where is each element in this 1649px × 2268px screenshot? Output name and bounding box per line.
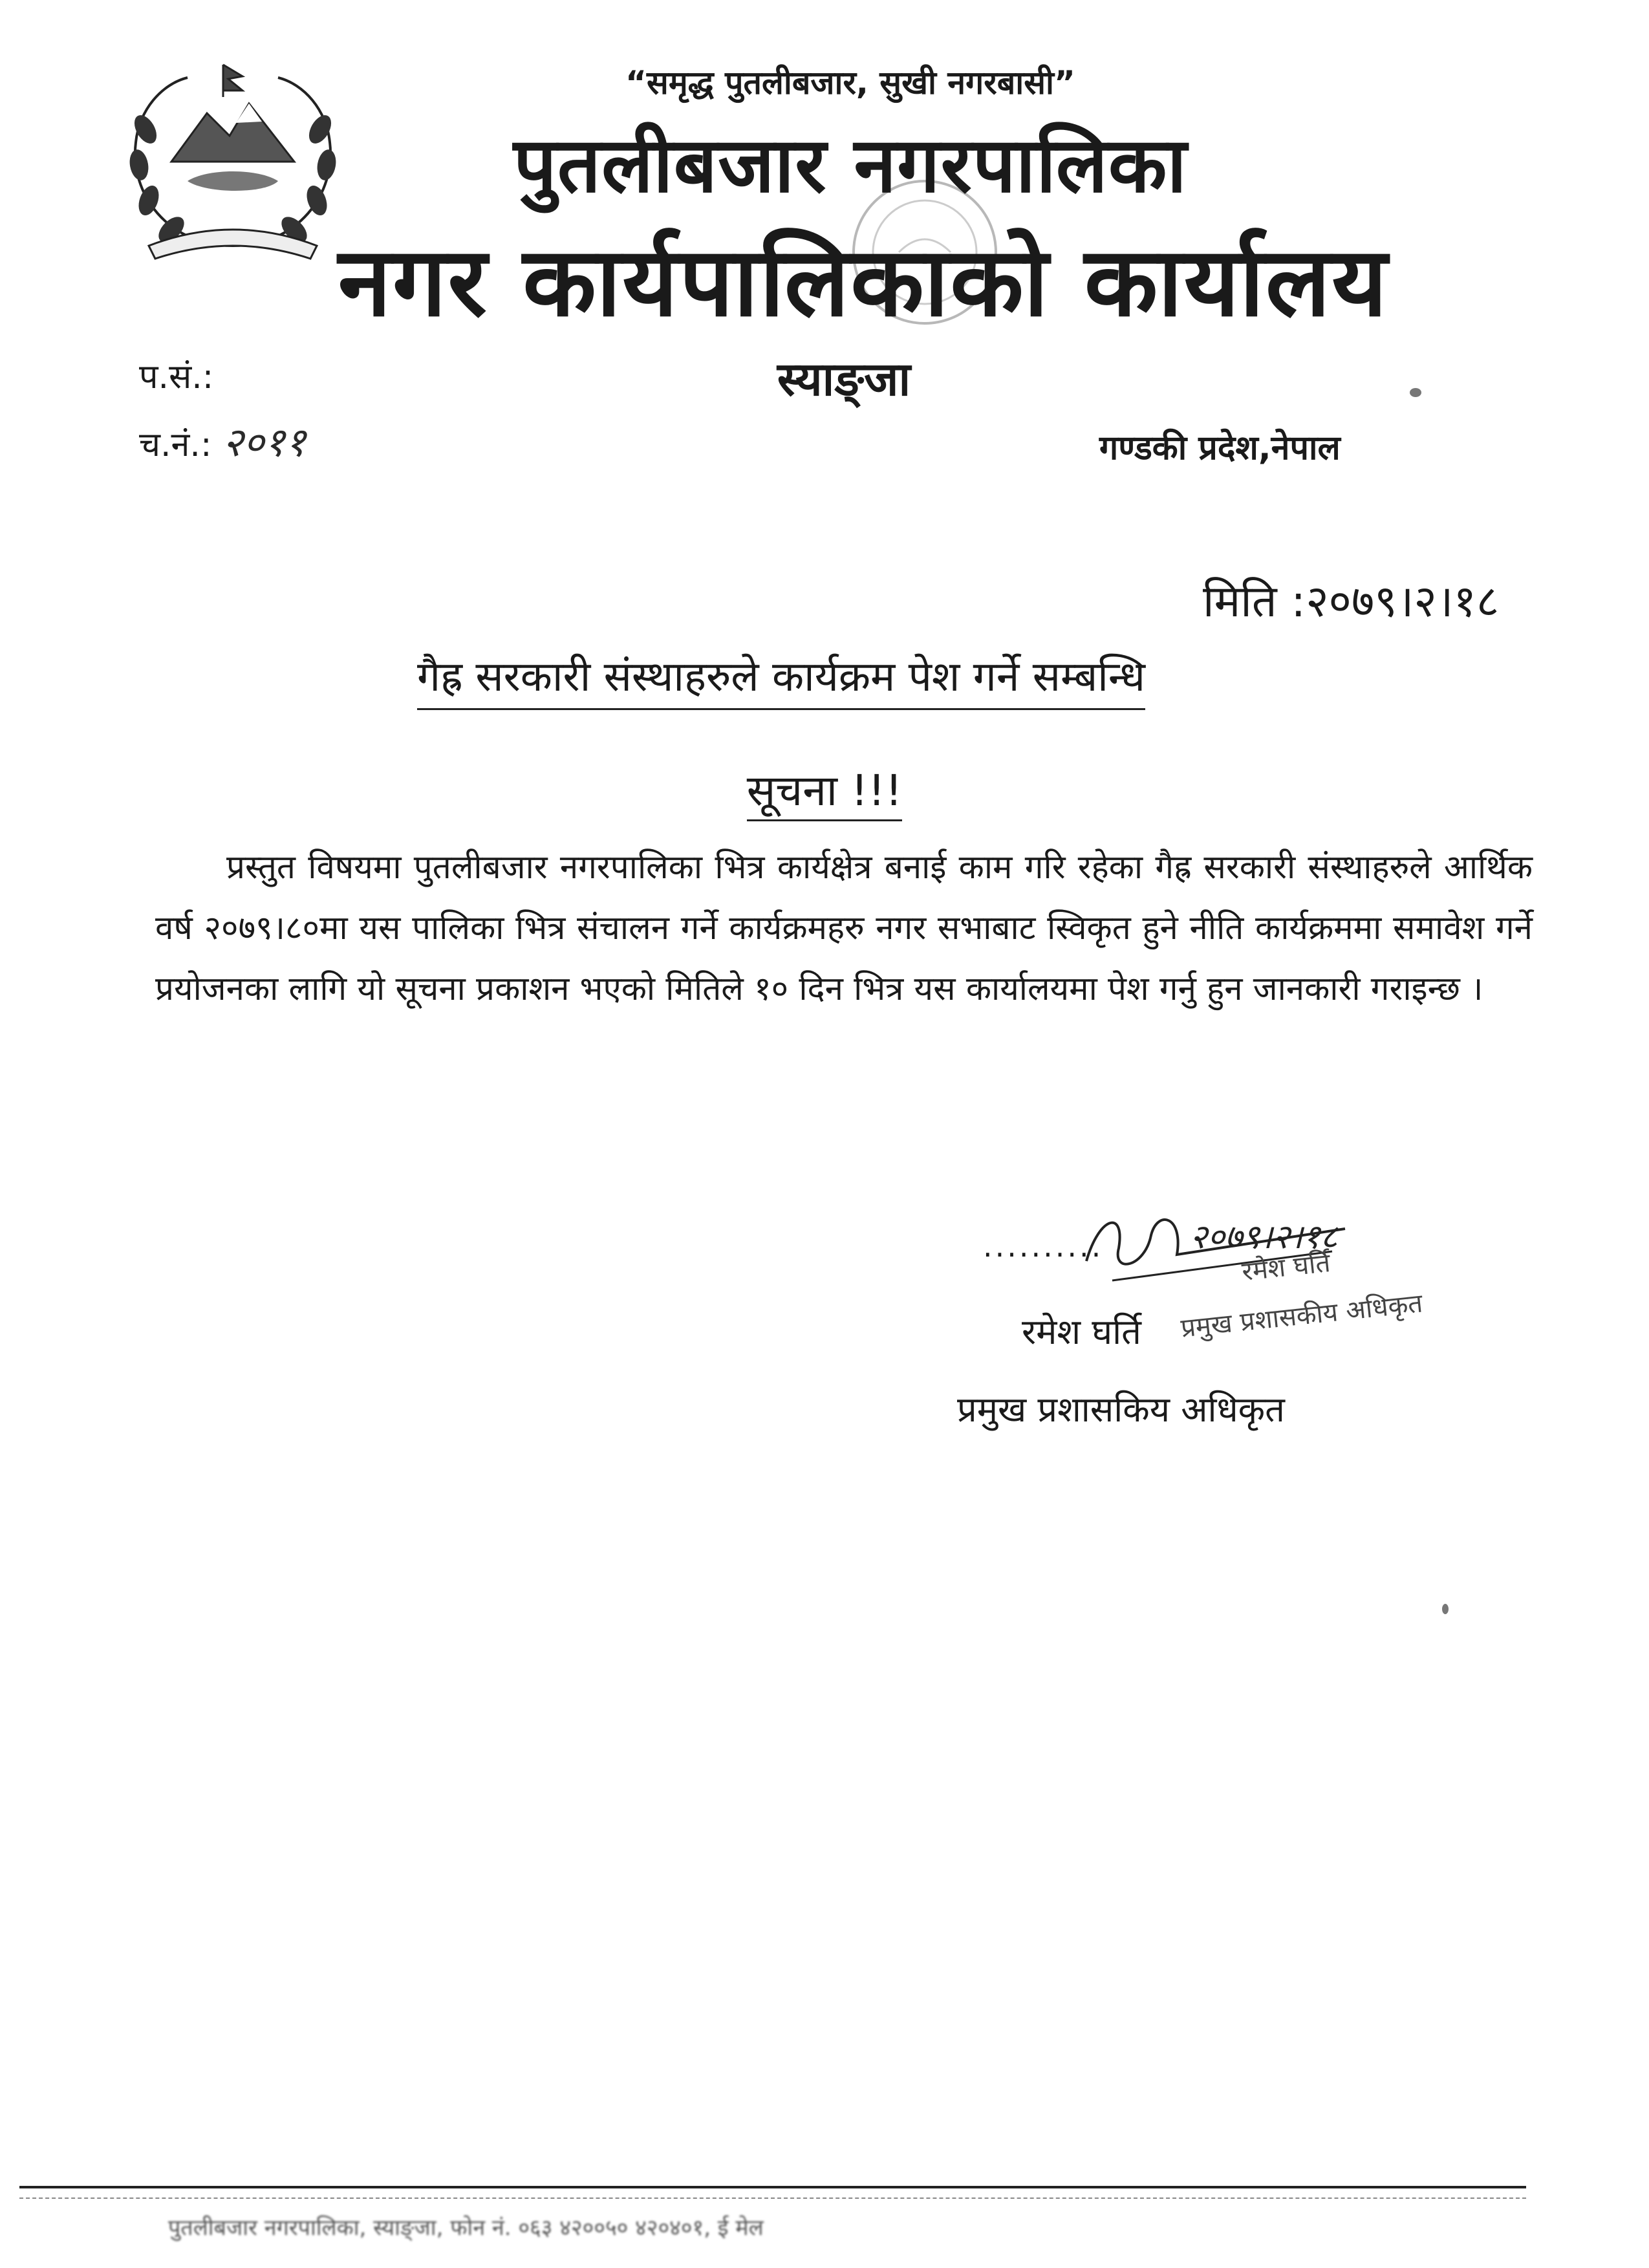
notice-heading-text: सूचना !!! — [747, 766, 903, 821]
stamp-name: रमेश घर्ति — [1240, 1247, 1332, 1288]
province-name: गण्डकी प्रदेश,नेपाल — [1099, 429, 1341, 468]
district-name: स्याङ्जा — [777, 352, 911, 406]
footer-rule — [19, 2186, 1526, 2188]
notice-heading — [0, 760, 1649, 818]
date-value: २०७९।२।१८ — [1306, 576, 1500, 627]
office-name: नगर कार्यपालिकाको कार्यालय — [338, 226, 1389, 338]
scan-speck — [1442, 1604, 1449, 1614]
notice-body: प्रस्तुत विषयमा पुतलीबजार नगरपालिका भित्र कार्यक्षेत्र बनाई काम गरि रहेका गैह्र सरकारी संस्थाहरुले आर्थिक वर्ष २०७९।८०मा यस पालिका भित्र संचालन गर्ने कार्यक्रमहरु नगर सभाबाट स्विकृत हुने नीति कार्यक्रममा समावेश गर्ने प्रयोजनका लागि यो सूचना प्रकाशन भएको मितिले १० दिन भित्र यस कार्यालयमा पेश गर्नु हुन जानकारी गराइन्छ । — [155, 848, 1533, 1008]
dispatch-number — [139, 414, 306, 468]
scan-speck — [1410, 388, 1421, 397]
date-label: मिति : — [1203, 576, 1306, 627]
organization-name: पुतलीबजार नगरपालिका — [513, 120, 1188, 210]
date — [1203, 569, 1499, 629]
signer-name: रमेश घर्ति — [1022, 1312, 1141, 1352]
letter-number-label: प.सं.: — [139, 358, 214, 396]
signer-title: प्रमुख प्रशासकिय अधिकृत — [957, 1389, 1285, 1430]
dispatch-number-value: २०११ — [222, 418, 306, 466]
subject-line: गैह्र सरकारी संस्थाहरुले कार्यक्रम पेश गर्ने सम्बन्धि — [417, 647, 1145, 710]
slogan: “समृद्ध पुतलीबजार, सुखी नगरबासी” — [625, 64, 1075, 102]
signature-date: २०७९।२।१८ — [1190, 1218, 1338, 1257]
stamp-title: प्रमुख प्रशासकीय अधिकृत — [1179, 1288, 1425, 1344]
letter-number — [139, 352, 213, 398]
signature-dots: .......... — [983, 1229, 1104, 1264]
footer-rule-dashed — [19, 2198, 1526, 2199]
footer-contact: पुतलीबजार नगरपालिका, स्याङ्जा, फोन नं. ०६३ ४२००५० ४२०४०१, ई मेल — [168, 2215, 764, 2241]
dispatch-number-label: च.नं.: — [139, 426, 212, 464]
